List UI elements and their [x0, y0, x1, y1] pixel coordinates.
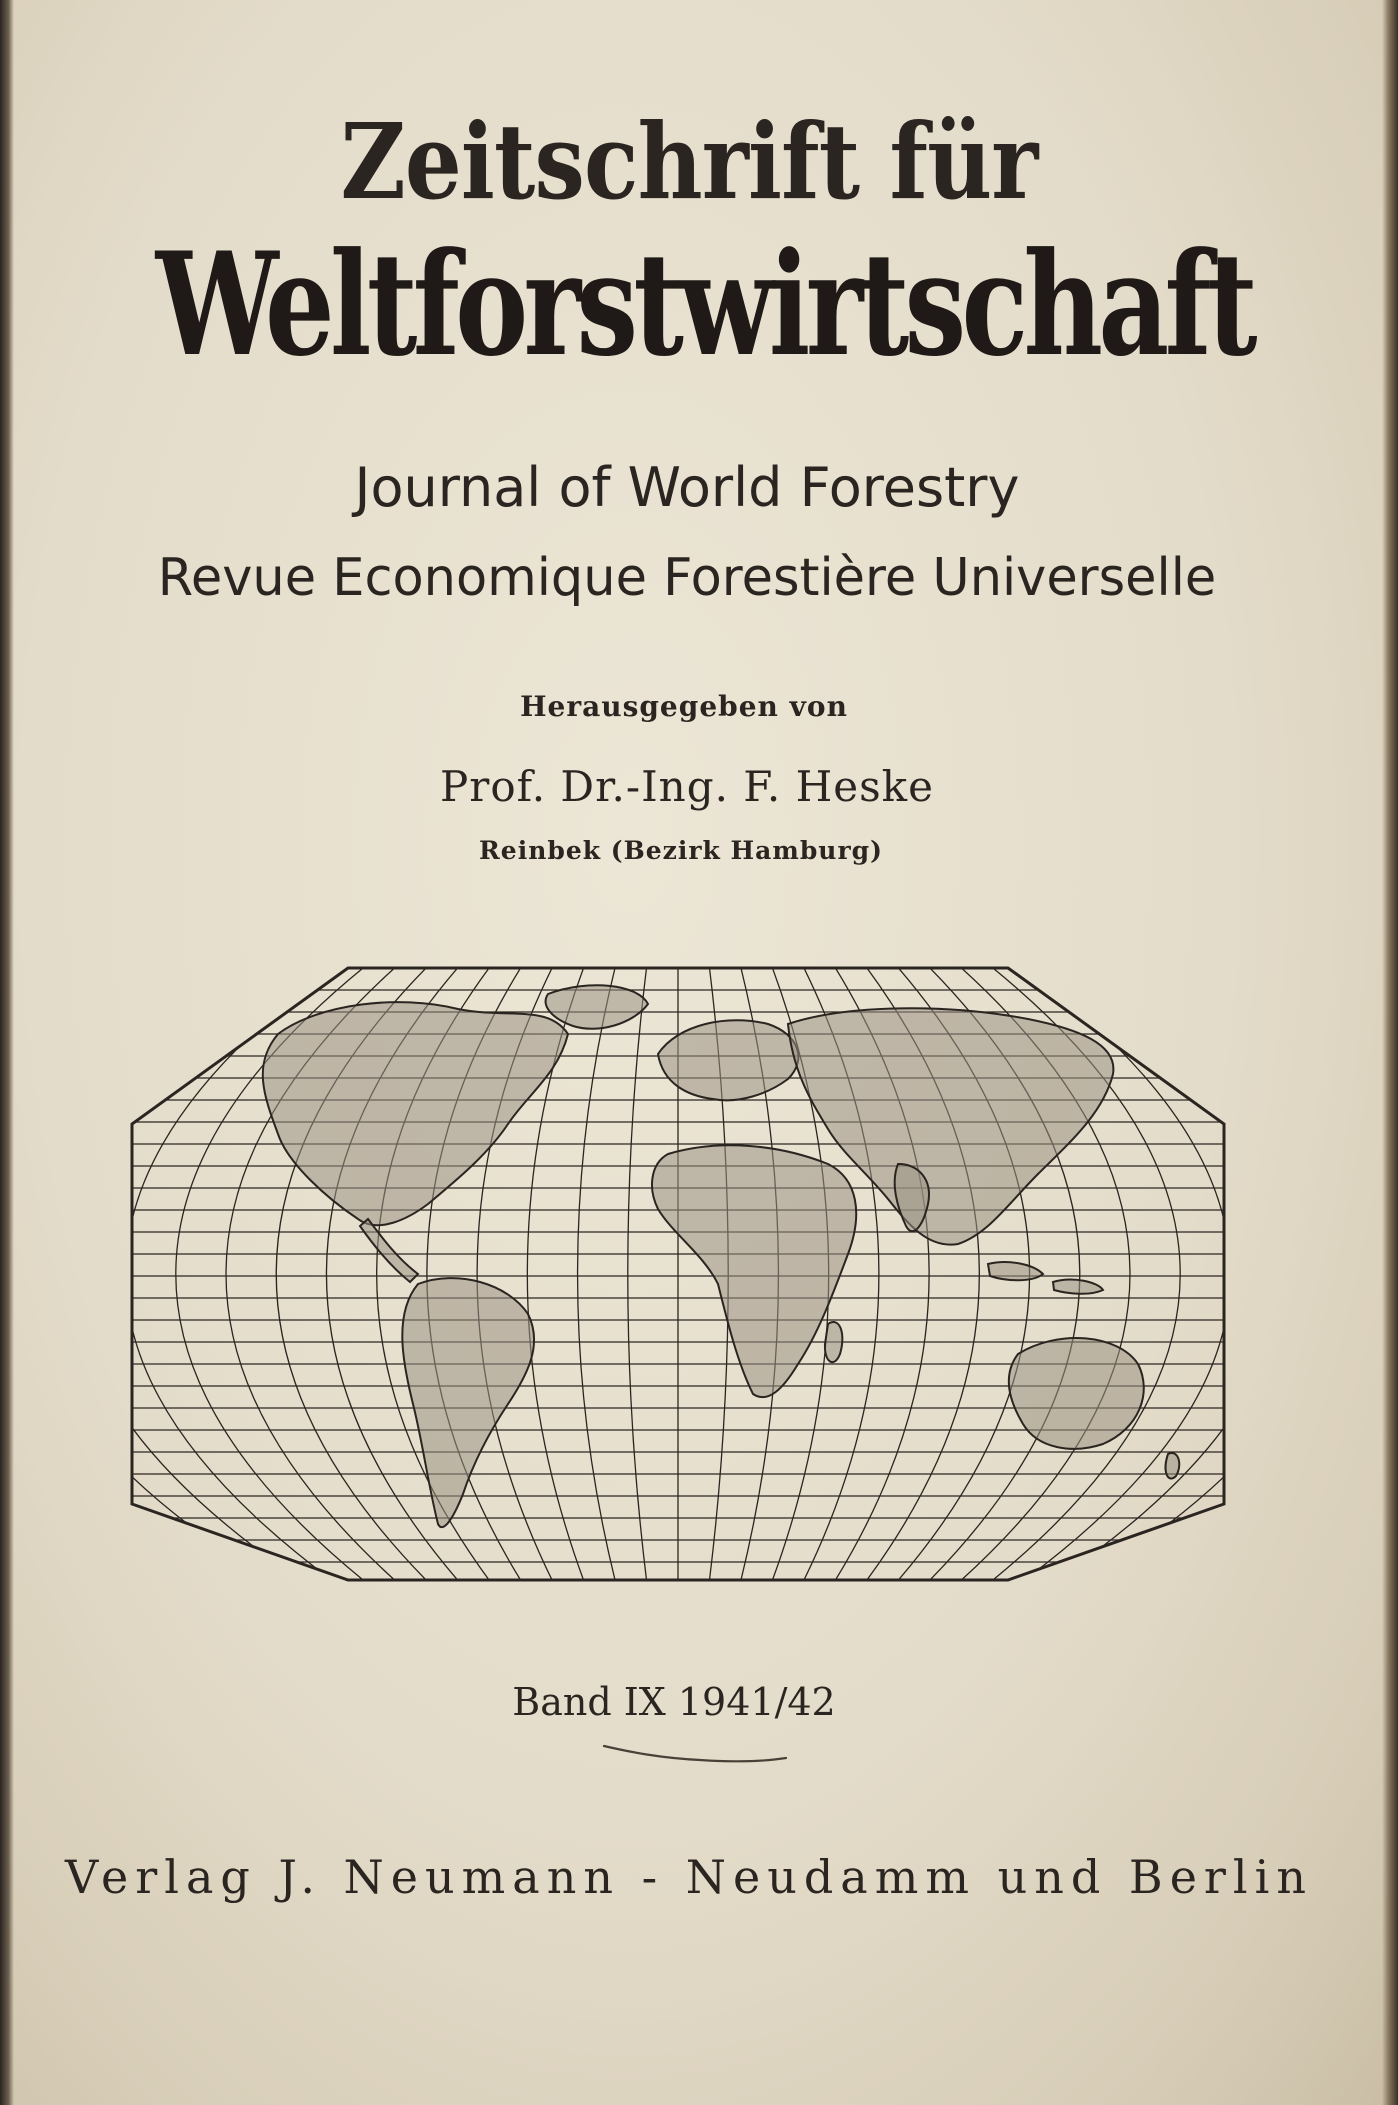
binding-edge-left — [0, 0, 14, 2105]
volume-label: Band IX 1941/42 — [512, 1680, 836, 1724]
map-meridian-line — [1143, 964, 1228, 1584]
editor-name: Prof. Dr.-Ing. F. Heske — [440, 762, 934, 811]
journal-title-line-1: Zeitschrift für — [340, 100, 1038, 223]
north-america-shape — [263, 1002, 568, 1225]
binding-edge-right — [1382, 0, 1398, 2105]
world-map-icon — [128, 964, 1228, 1584]
new-zealand-shape — [1166, 1453, 1180, 1479]
africa-shape — [652, 1145, 856, 1397]
greenland-shape — [546, 985, 648, 1028]
map-graticule — [128, 964, 1228, 1584]
continents — [263, 985, 1179, 1527]
australia-shape — [1009, 1338, 1144, 1449]
subtitle-english: Journal of World Forestry — [354, 456, 1020, 519]
central-america-shape — [360, 1219, 418, 1282]
pencil-underline-mark — [600, 1738, 790, 1768]
map-meridian-line — [128, 964, 182, 1584]
indonesia-shape — [988, 1262, 1103, 1294]
map-meridian-line — [628, 964, 647, 1584]
editor-label: Herausgegeben von — [520, 690, 848, 723]
map-meridian-line — [128, 964, 213, 1584]
subtitle-french: Revue Economique Forestière Universelle — [157, 548, 1217, 608]
europe-shape — [658, 1020, 798, 1100]
editor-location: Reinbek (Bezirk Hamburg) — [479, 836, 883, 865]
map-meridian-line — [578, 964, 616, 1584]
publisher-line: Verlag J. Neumann - Neudamm und Berlin — [65, 1850, 1313, 1904]
map-meridian-line — [1174, 964, 1228, 1584]
map-meridian-line — [128, 964, 275, 1584]
journal-title-line-2: Weltforstwirtschaft — [155, 222, 1253, 388]
madagascar-shape — [825, 1322, 842, 1362]
